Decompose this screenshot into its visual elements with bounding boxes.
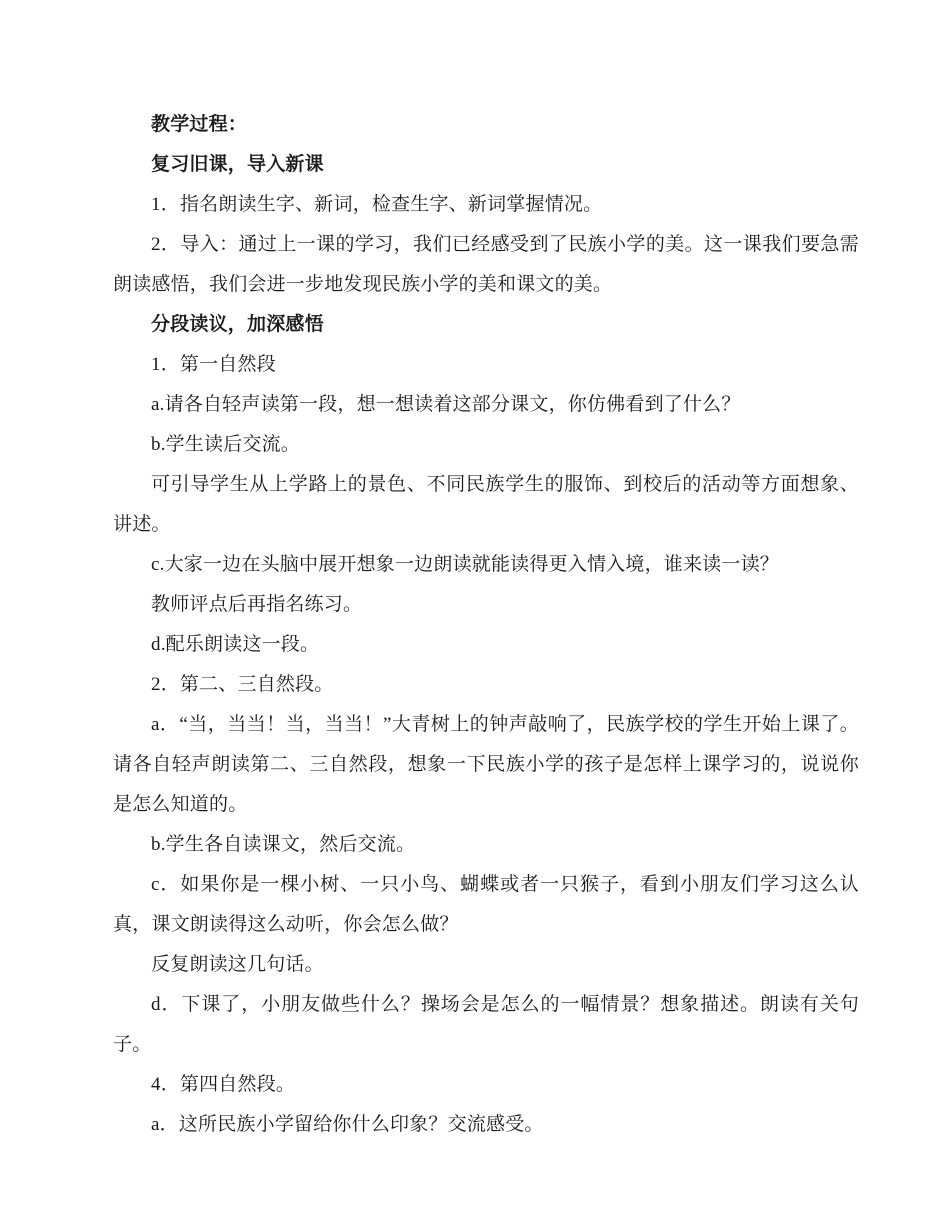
body-paragraph: 2．导入：通过上一课的学习，我们已经感受到了民族小学的美。这一课我们要急需朗读感悟，我们会进一步地发现民族小学的美和课文的美。 bbox=[113, 234, 859, 295]
heading-paragraph: 教学过程： bbox=[151, 114, 248, 135]
body-paragraph: c.大家一边在头脑中展开想象一边朗读就能读得更入情入境，谁来读一读？ bbox=[151, 554, 779, 575]
heading-paragraph: 分段读议，加深感悟 bbox=[151, 314, 324, 335]
body-paragraph: 2．第二、三自然段。 bbox=[151, 674, 334, 695]
body-paragraph: a．“当，当当！当，当当！”大青树上的钟声敲响了，民族学校的学生开始上课了。请各自轻声朗读第二、三自然段，想象一下民族小学的孩子是怎样上课学习的，说说你是怎么知道的。 bbox=[113, 714, 859, 815]
document-body bbox=[113, 105, 859, 1145]
body-paragraph: 教师评点后再指名练习。 bbox=[151, 594, 363, 615]
body-paragraph: a.请各自轻声读第一段，想一想读着这部分课文，你仿佛看到了什么？ bbox=[151, 394, 741, 415]
body-paragraph: d．下课了，小朋友做些什么？操场会是怎么的一幅情景？想象描述。朗读有关句子。 bbox=[113, 994, 859, 1055]
body-paragraph: 反复朗读这几句话。 bbox=[151, 954, 324, 975]
body-paragraph: b.学生读后交流。 bbox=[151, 434, 301, 455]
body-paragraph: 1．指名朗读生字、新词，检查生字、新词掌握情况。 bbox=[151, 194, 603, 215]
body-paragraph: a．这所民族小学留给你什么印象？交流感受。 bbox=[151, 1114, 544, 1135]
body-paragraph: 1．第一自然段 bbox=[151, 354, 276, 375]
body-paragraph: 4．第四自然段。 bbox=[151, 1074, 296, 1095]
body-paragraph: b.学生各自读课文，然后交流。 bbox=[151, 834, 416, 855]
body-paragraph: c．如果你是一棵小树、一只小鸟、蝴蝶或者一只猴子，看到小朋友们学习这么认真，课文朗读得这么动听，你会怎么做？ bbox=[113, 874, 859, 935]
body-paragraph: d.配乐朗读这一段。 bbox=[151, 634, 320, 655]
heading-paragraph: 复习旧课，导入新课 bbox=[151, 154, 324, 175]
body-paragraph: 可引导学生从上学路上的景色、不同民族学生的服饰、到校后的活动等方面想象、讲述。 bbox=[113, 474, 859, 535]
